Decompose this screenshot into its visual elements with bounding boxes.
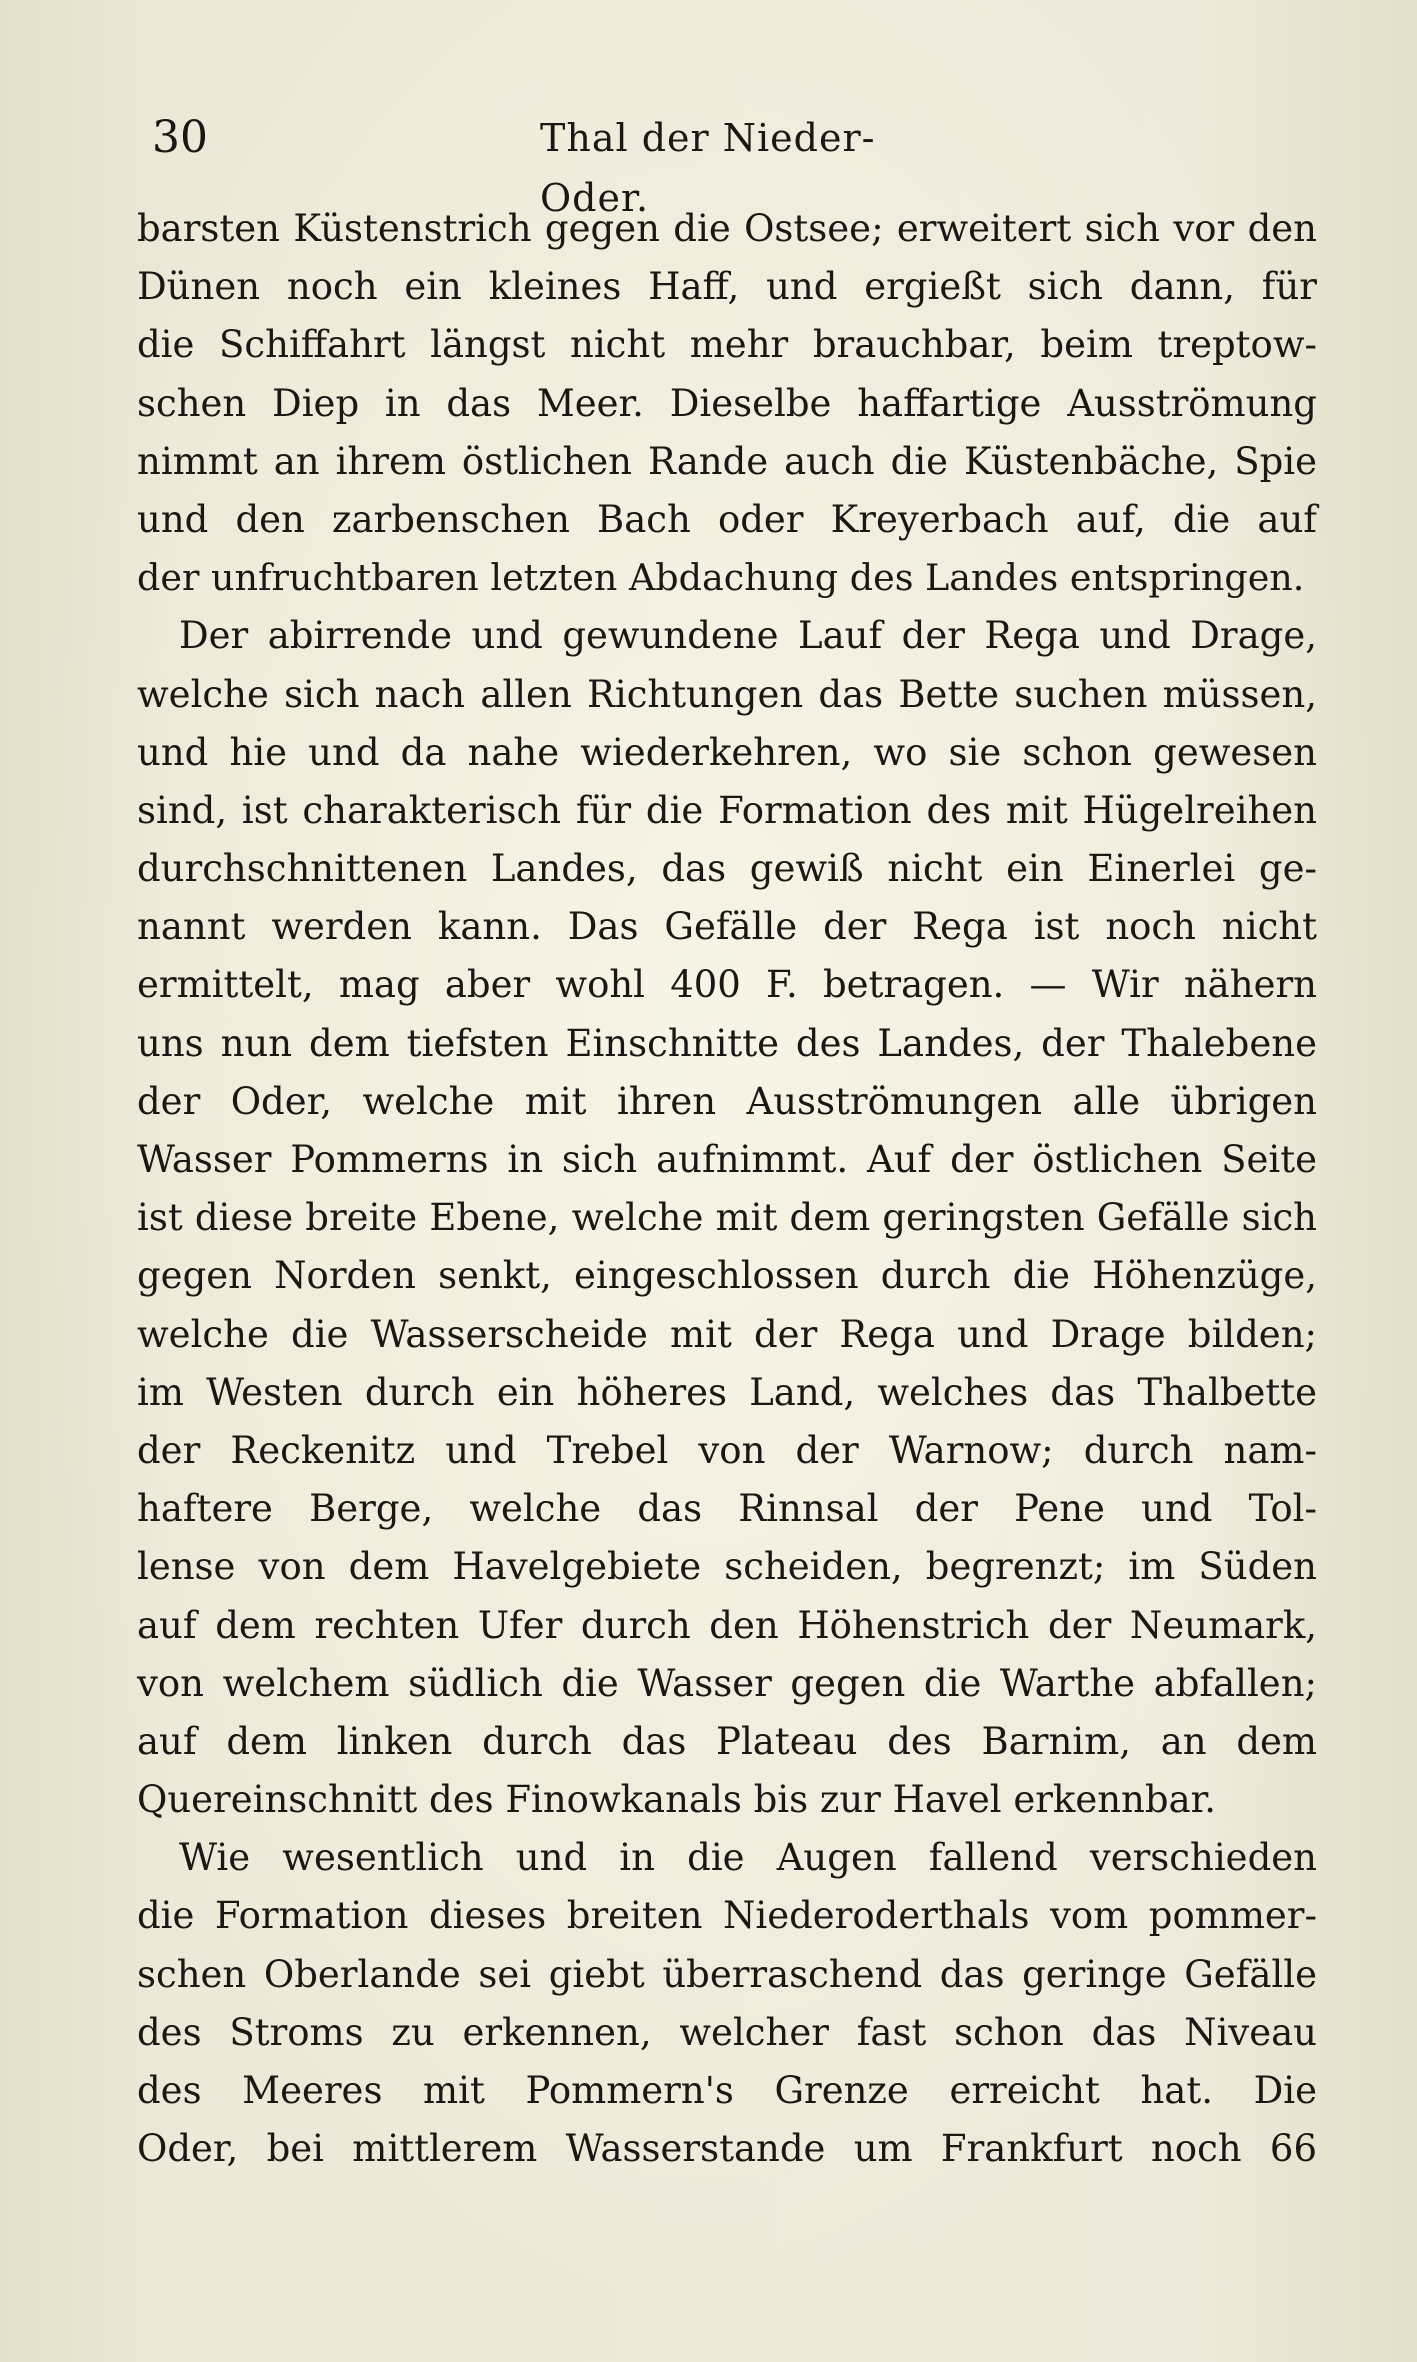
text-line: nimmt an ihrem östlichen Rande auch die Küstenbäche, Spie (137, 439, 1317, 483)
text-line: haftere Berge, welche das Rinnsal der Pene und Tol- (137, 1487, 1317, 1531)
text-line: barsten Küstenstrich gegen die Ostsee; erweitert sich vor den (137, 207, 1317, 250)
text-line: nannt werden kann. Das Gefälle der Rega ist noch nicht (137, 905, 1317, 949)
text-line: ermittelt, mag aber wohl 400 F. betragen. — Wir nähern (137, 963, 1317, 1007)
text-line: welche die Wasserscheide mit der Rega und Drage bilden; (137, 1312, 1317, 1356)
text-line: welche sich nach allen Richtungen das Bette suchen müssen, (137, 672, 1317, 716)
text-line: und hie und da nahe wiederkehren, wo sie schon gewesen (137, 730, 1317, 774)
text-line: Quereinschnitt des Finowkanals bis zur Havel erkennbar. (137, 1778, 1217, 1822)
running-head: Thal der Nieder-Oder. (540, 116, 876, 220)
text-line: Dünen noch ein kleines Haff, und ergießt sich dann, für (137, 265, 1317, 309)
text-line: im Westen durch ein höheres Land, welches das Thalbette (137, 1370, 1317, 1414)
text-line: der unfruchtbaren letzten Abdachung des Landes entspringen. (137, 556, 1305, 600)
text-line: Wasser Pommerns in sich aufnimmt. Auf der östlichen Seite (137, 1138, 1317, 1181)
text-line: Oder, bei mittlerem Wasserstande um Frankfurt noch 66 (137, 2127, 1317, 2171)
text-line: des Stroms zu erkennen, welcher fast schon das Niveau (137, 2010, 1317, 2054)
text-line: gegen Norden senkt, eingeschlossen durch die Höhenzüge, (137, 1254, 1317, 1298)
text-line: Wie wesentlich und in die Augen fallend verschieden (179, 1836, 1317, 1880)
text-line: schen Diep in das Meer. Dieselbe haffartige Ausströmung (137, 381, 1317, 425)
text-line: und den zarbenschen Bach oder Kreyerbach auf, die auf (137, 497, 1317, 541)
text-line: auf dem linken durch das Plateau des Barnim, an dem (137, 1719, 1317, 1763)
text-line: sind, ist charakterisch für die Formation des mit Hügelreihen (137, 788, 1317, 832)
text-line: die Formation dieses breiten Niederoderthals vom pommer- (137, 1894, 1317, 1938)
text-line: der Reckenitz und Trebel von der Warnow; durch nam- (137, 1428, 1317, 1472)
text-line: ist diese breite Ebene, welche mit dem geringsten Gefälle sich (137, 1196, 1317, 1240)
text-line: Der abirrende und gewundene Lauf der Rega und Drage, (179, 614, 1317, 658)
text-line: durchschnittenen Landes, das gewiß nicht ein Einerlei ge- (137, 847, 1317, 891)
text-line: des Meeres mit Pommern's Grenze erreicht hat. Die (137, 2069, 1317, 2112)
text-line: der Oder, welche mit ihren Ausströmungen alle übrigen (137, 1079, 1317, 1123)
text-line: lense von dem Havelgebiete scheiden, begrenzt; im Süden (137, 1545, 1317, 1589)
text-line: uns nun dem tiefsten Einschnitte des Landes, der Thalebene (137, 1021, 1317, 1065)
text-line: die Schiffahrt längst nicht mehr brauchbar, beim treptow- (137, 323, 1317, 367)
text-line: von welchem südlich die Wasser gegen die Warthe abfallen; (137, 1661, 1317, 1705)
body-text (137, 200, 1317, 2178)
page-number: 30 (152, 112, 208, 163)
text-line: auf dem rechten Ufer durch den Höhenstrich der Neumark, (137, 1603, 1317, 1647)
page-header (140, 108, 960, 220)
text-line: schen Oberlande sei giebt überraschend das geringe Gefälle (137, 1952, 1317, 1996)
